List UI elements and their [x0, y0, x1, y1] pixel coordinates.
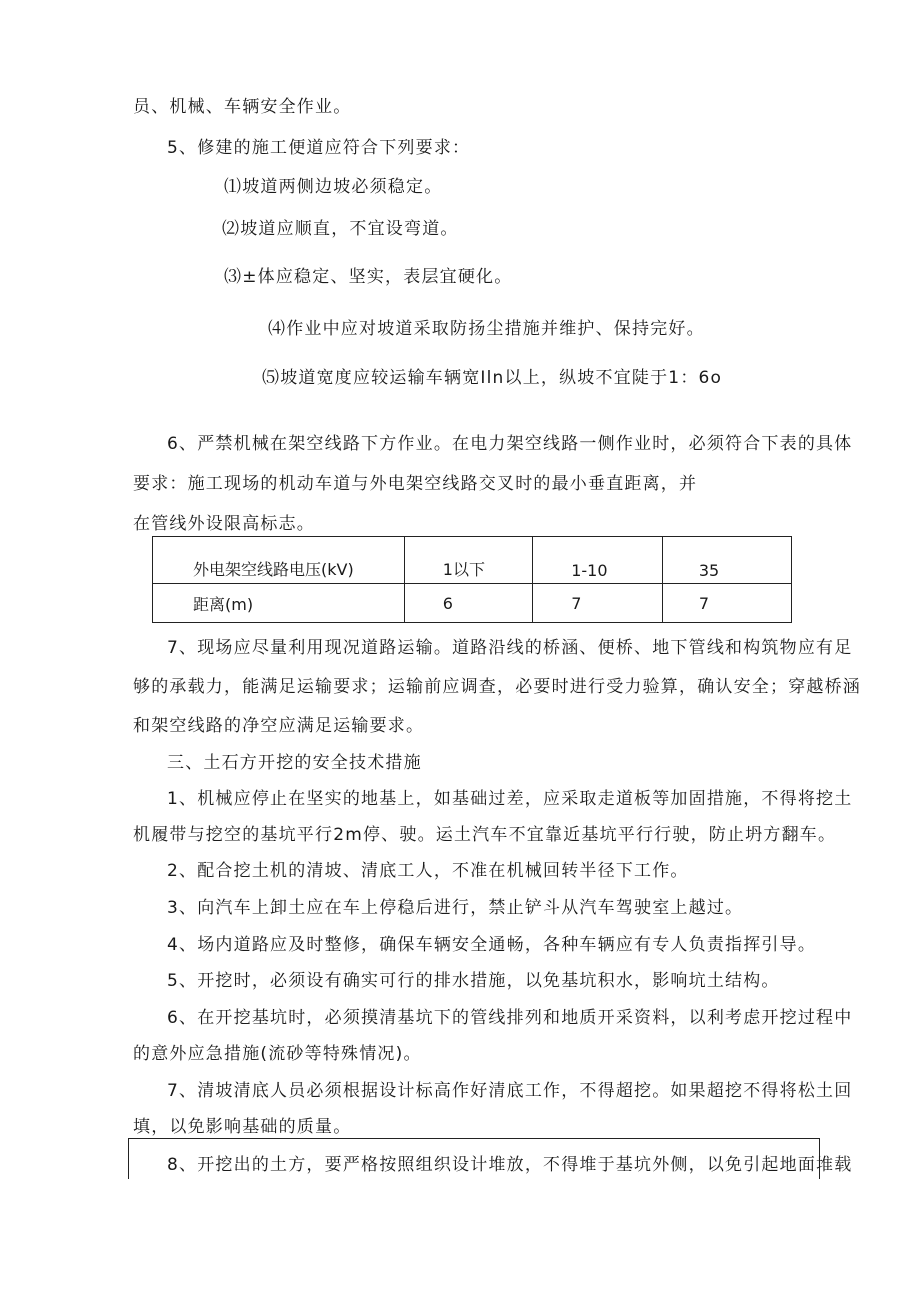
- text-line: 8、开挖出的土方，要严格按照组织设计堆放，不得堆于基坑外侧，以免引起地面堆载: [167, 1155, 853, 1175]
- table-row: [153, 537, 792, 584]
- clearance-table: [152, 536, 792, 623]
- table-cell: 1-10: [533, 537, 663, 584]
- text-line: 3、向汽车上卸土应在车上停稳后进行，禁止铲斗从汽车驾驶室上越过。: [167, 898, 744, 918]
- table-cell: 6: [404, 584, 532, 623]
- text-line: 要求：施工现场的机动车道与外电架空线路交叉时的最小垂直距离，并: [133, 474, 698, 494]
- text-line: 4、场内道路应及时整修，确保车辆安全通畅，各种车辆应有专人负责指挥引导。: [167, 935, 817, 955]
- text-line: 6、严禁机械在架空线路下方作业。在电力架空线路一侧作业时，必须符合下表的具体: [167, 434, 853, 454]
- text-line: ⑴坡道两侧边坡必须稳定。: [224, 177, 443, 197]
- text-line: 和架空线路的净空应满足运输要求。: [133, 716, 425, 736]
- text-line: ⑷作业中应对坡道采取防扬尘措施并维护、保持完好。: [268, 319, 705, 339]
- text-line: 6、在开挖基坑时，必须摸清基坑下的管线排列和地质开采资料，以利考虑开挖过程中: [167, 1008, 853, 1028]
- text-line: 7、现场应尽量利用现况道路运输。道路沿线的桥涵、便桥、地下管线和构筑物应有足: [167, 638, 853, 658]
- table-cell: 外电架空线路电压(kV): [153, 537, 405, 584]
- text-line: 5、开挖时，必须设有确实可行的排水措施，以免基坑积水，影响坑土结构。: [167, 971, 780, 991]
- table-cell: 7: [662, 584, 791, 623]
- table-cell: 1以下: [404, 537, 532, 584]
- table-row: [153, 584, 792, 623]
- text-line: ⑵坡道应顺直，不宜设弯道。: [222, 219, 459, 239]
- text-line: ⑶±体应稳定、坚实，表层宜硬化。: [224, 267, 513, 287]
- text-line: 在管线外设限高标志。: [133, 514, 315, 534]
- text-line: 1、机械应停止在坚实的地基上，如基础过差，应采取走道板等加固措施，不得将挖土: [167, 789, 853, 809]
- text-line: 填，以免影响基础的质量。: [133, 1117, 352, 1137]
- text-line: 2、配合挖土机的清坡、清底工人，不准在机械回转半径下工作。: [167, 861, 689, 881]
- table-cell: 7: [533, 584, 663, 623]
- table-cell: 距离(m): [153, 584, 405, 623]
- text-line: 7、清坡清底人员必须根据设计标高作好清底工作，不得超挖。如果超挖不得将松土回: [167, 1081, 853, 1101]
- text-line: 够的承载力，能满足运输要求；运输前应调查，必要时进行受力验算，确认安全；穿越桥涵: [133, 677, 861, 697]
- text-line: 员、机械、车辆安全作业。: [133, 97, 352, 117]
- text-line: 机履带与挖空的基坑平行2m停、驶。运土汽车不宜靠近基坑平行行驶，防止坍方翻车。: [133, 825, 837, 845]
- text-line: 的意外应急措施(流砂等特殊情况)。: [133, 1044, 422, 1064]
- text-line: 5、修建的施工便道应符合下列要求：: [167, 138, 471, 158]
- text-line: ⑸坡道宽度应较运输车辆宽Iln以上，纵坡不宜陡于1：6o: [262, 368, 723, 388]
- table-cell: 35: [662, 537, 791, 584]
- section-heading: 三、土石方开挖的安全技术措施: [167, 753, 422, 773]
